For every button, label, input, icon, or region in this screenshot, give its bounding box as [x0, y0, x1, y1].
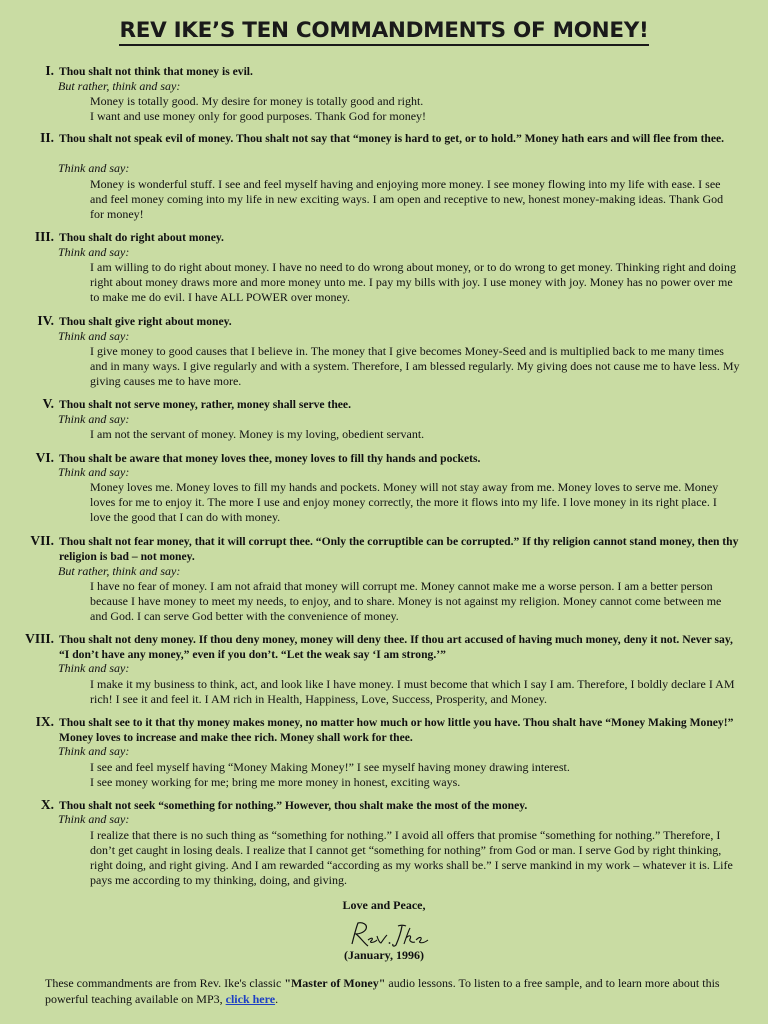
- commandment-body: [90, 94, 740, 124]
- commandment-body: [90, 760, 740, 790]
- commandment-numeral: V.: [42, 396, 54, 411]
- commandment-numeral: VI.: [35, 450, 54, 465]
- commandment-statement: Thou shalt not speak evil of money. Thou shalt not say that “money is hard to get, or to hold.” Money hath ears and will flee from thee.: [59, 132, 725, 145]
- commandment-lead: But rather, think and say:: [58, 79, 181, 93]
- commandment-numeral: X.: [40, 797, 54, 812]
- commandment-statement: Thou shalt be aware that money loves thee, money loves to fill thy hands and pockets.: [59, 452, 481, 465]
- footer-product-name: "Master of Money": [284, 976, 386, 990]
- footer-end: .: [275, 992, 279, 1006]
- commandment-numeral: IV.: [37, 313, 54, 328]
- body-paragraph: I have no fear of money. I am not afraid that money will corrupt me. Money cannot make me a worse person. I am a better person because I have money to meet my needs, to enjoy, and to share. Money is not against my religion. Money cannot come between me and God. I can serve God better with the convenience of money.: [90, 579, 722, 623]
- signature-date: (January, 1996): [343, 948, 424, 962]
- commandment-body: [90, 260, 740, 305]
- page-title-text: REV IKE’S TEN COMMANDMENTS OF MONEY!: [119, 18, 648, 46]
- body-paragraph: I am willing to do right about money. I have no need to do wrong about money, or to do wrong to get money. Thinking right and doing right about money draws more and more money unto me. I pay my bills with joy. I use money with joy. Money has no power over me to make me do evil. I have ALL POWER over money.: [90, 260, 737, 304]
- footer-text-after: audio lessons. To listen to a free sample, and to learn more about this powerful teaching available on MP3,: [45, 976, 720, 1006]
- footer-note: [45, 975, 735, 1007]
- commandment-numeral: I.: [45, 63, 54, 78]
- commandment-numeral: II.: [40, 130, 54, 145]
- commandment-lead: But rather, think and say:: [58, 564, 181, 578]
- commandment-lead: Think and say:: [58, 412, 130, 426]
- commandment-statement: Thou shalt not fear money, that it will corrupt thee. “Only the corruptible can be corrupted.” If thy religion cannot stand money, then thy religion is bad – not money.: [59, 535, 739, 563]
- commandment-lead: Think and say:: [58, 661, 130, 675]
- commandment-lead: Think and say:: [58, 329, 130, 343]
- commandment-body: [90, 677, 740, 707]
- commandment-statement: Thou shalt not seek “something for nothing.” However, thou shalt make the most of the money.: [59, 799, 528, 812]
- page-title: [0, 18, 768, 43]
- commandment-lead: Think and say:: [58, 812, 130, 826]
- footer-text-before: These commandments are from Rev. Ike's classic: [45, 976, 285, 990]
- body-paragraph: I give money to good causes that I believe in. The money that I give becomes Money-Seed and is multiplied back to me many times and in many ways. I give regularly and with a system. Therefore, I am blessed regularly. My giving does not cause me to have less. My giving causes me to have more.: [90, 344, 740, 388]
- click-here-link[interactable]: click here: [225, 992, 276, 1006]
- body-paragraph: I see and feel myself having “Money Making Money!” I see myself having money drawing interest.: [90, 760, 570, 774]
- commandment-body: [90, 344, 740, 389]
- body-paragraph: I see money working for me; bring me more money in honest, exciting ways.: [90, 775, 461, 789]
- commandment-numeral: III.: [34, 229, 54, 244]
- body-paragraph: I realize that there is no such thing as “something for nothing.” I avoid all offers that promise “something for nothing.” Therefore, I don’t get caught in losing deals. I realize that I cannot get “something for nothing” from God or man. I serve God by right thinking, right doing, and right giving. And I am rewarded “according as my works shall be.” I serve mankind in my work – whatever it is. Life pays me according to my thinking, doing, and giving.: [90, 828, 733, 887]
- commandment-lead: Think and say:: [58, 465, 130, 479]
- commandment-body: [90, 480, 740, 525]
- commandment-body: [90, 177, 740, 222]
- commandment-statement: Thou shalt not deny money. If thou deny money, money will deny thee. If thou art accused of having much money, deny it not. Never say, “I don’t have any money,” even if you don’t. “Let the weak say ‘I am strong.’”: [59, 633, 733, 661]
- commandment-statement: Thou shalt see to it that thy money makes money, no matter how much or how little you have. Thou shalt have “Money Making Money!” Money loves to increase and make thee rich. Money shall work for thee.: [59, 716, 734, 744]
- commandment-numeral: VIII.: [25, 631, 54, 646]
- body-paragraph: I want and use money only for good purposes. Thank God for money!: [90, 109, 427, 123]
- body-paragraph: Money is totally good. My desire for money is totally good and right.: [90, 94, 424, 108]
- signature-image: [344, 918, 434, 952]
- commandment-body: [90, 427, 740, 442]
- commandment-body: [90, 579, 740, 624]
- commandment-statement: Thou shalt not think that money is evil.: [59, 65, 253, 78]
- commandment-body: [90, 828, 740, 888]
- commandment-statement: Thou shalt give right about money.: [59, 315, 232, 328]
- commandment-statement: Thou shalt do right about money.: [59, 231, 224, 244]
- body-paragraph: I am not the servant of money. Money is my loving, obedient servant.: [90, 427, 425, 441]
- body-paragraph: I make it my business to think, act, and look like I have money. I must become that which I say I am. Therefore, I boldly declare I AM rich! I see it and feel it. I AM rich in Health, Happiness, Love, Success, Prosperity, and Money.: [90, 677, 735, 706]
- commandment-numeral: IX.: [35, 714, 54, 729]
- commandment-numeral: VII.: [30, 533, 54, 548]
- commandment-statement: Thou shalt not serve money, rather, money shall serve thee.: [59, 398, 351, 411]
- closing-line: Love and Peace,: [342, 898, 426, 912]
- commandment-lead: Think and say:: [58, 744, 130, 758]
- commandment-lead: Think and say:: [58, 161, 130, 175]
- body-paragraph: Money is wonderful stuff. I see and feel myself having and enjoying more money. I see money flowing into my life with ease. I see and feel money coming into my life in new exciting ways. I am open and receptive to new, honest money-making ideas. Thank God for money!: [90, 177, 724, 221]
- commandment-lead: Think and say:: [58, 245, 130, 259]
- body-paragraph: Money loves me. Money loves to fill my hands and pockets. Money will not stay away from me. Money loves to serve me. Money loves for me to enjoy it. The more I use and enjoy money correctly, the more it flows into my life. I love money in its right place. I love the good that I can do with money.: [90, 480, 719, 524]
